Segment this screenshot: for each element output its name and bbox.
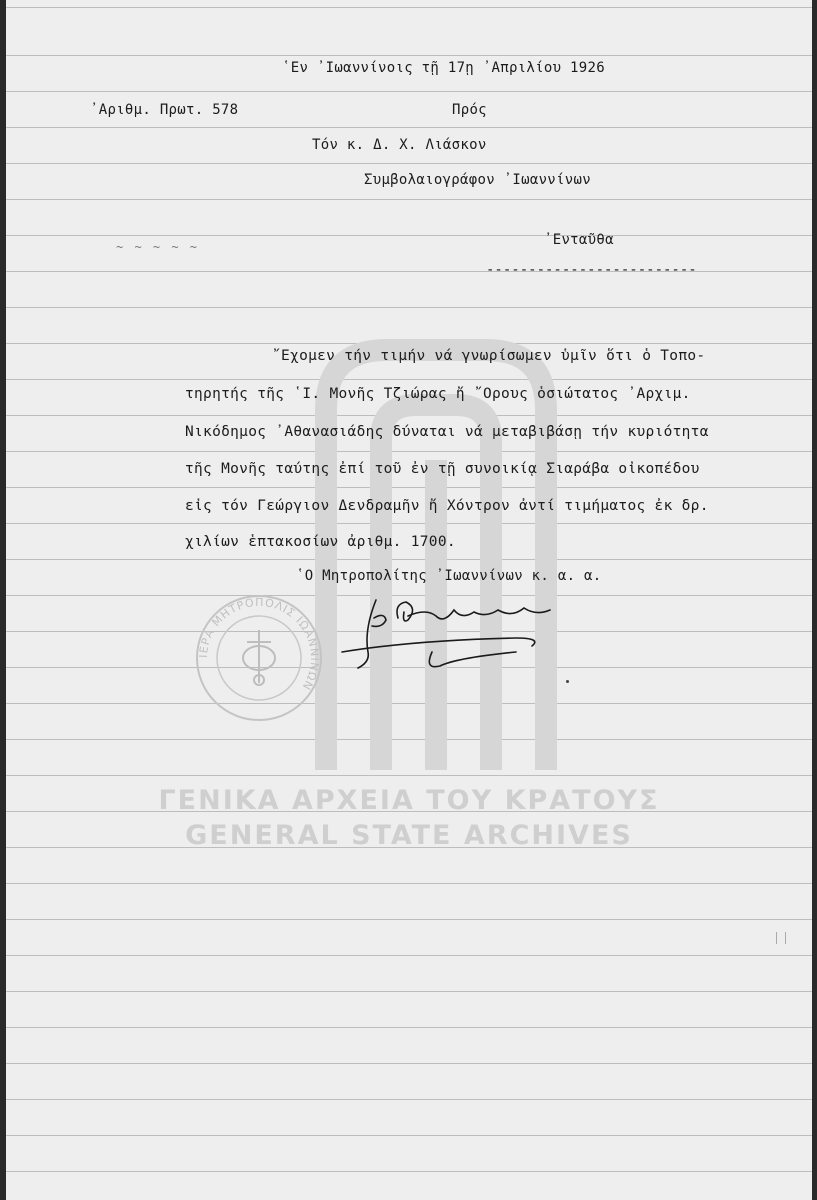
faint-pencil-mark (776, 932, 786, 944)
body-line-6: χιλίων ἑπτακοσίων ἀριθμ. 1700. (185, 534, 456, 550)
protocol-number: ᾿Αριθμ. Πρωτ. 578 (90, 102, 239, 118)
archive-watermark-english: GENERAL STATE ARCHIVES (185, 820, 633, 851)
faded-handwritten-note: ~ ~ ~ ~ ~ (116, 240, 200, 254)
ink-dot (566, 680, 569, 683)
closing-signature-line: ῾Ο Μητροπολίτης ᾿Ιωαννίνων κ. α. α. (296, 568, 602, 584)
body-line-4: τῆς Μονῆς ταύτης ἐπί τοῦ ἐν τῇ συνοικίᾳ Σιαράβα οἰκοπέδου (185, 461, 700, 477)
body-line-3: Νικόδημος ᾿Αθανασιάδης δύναται νά μεταβιβάσῃ τήν κυριότητα (185, 424, 709, 440)
archive-watermark-greek: ΓΕΝΙΚΑ ΑΡΧΕΙΑ ΤΟΥ ΚΡΑΤΟΥΣ (158, 785, 660, 816)
recipient-title: Συμβολαιογράφον ᾿Ιωαννίνων (364, 172, 591, 188)
dateline: ῾Εν ᾿Ιωαννίνοις τῇ 17ῃ ᾿Απριλίου 1926 (282, 60, 605, 76)
handwritten-signature (336, 590, 566, 680)
body-line-2: τηρητής τῆς ῾Ι. Μονῆς Τζιώρας ἤ ῎Ορους ὁσιώτατος ᾿Αρχιμ. (185, 386, 691, 402)
location: ᾿Ενταῦθα (544, 232, 614, 248)
to-label: Πρός (452, 102, 487, 118)
location-underline: ------------------------- (486, 262, 697, 278)
document-page (6, 0, 812, 1200)
seal-text: ΙΕΡΑ ΜΗΤΡΟΠΟΛΙΣ ΙΩΑΝΝΙΝΩΝ (196, 595, 322, 693)
body-line-5: εἰς τόν Γεώργιον Δενδραμῆν ἤ Χόντρον ἀντί τιμήματος ἐκ δρ. (185, 498, 709, 514)
body-line-1: ῎Εχομεν τήν τιμήν νά γνωρίσωμεν ὑμῖν ὅτι ὁ Τοπο- (272, 348, 706, 364)
metropolis-seal (189, 588, 329, 728)
recipient-name: Τόν κ. Δ. Χ. Λιάσκον (312, 137, 487, 153)
